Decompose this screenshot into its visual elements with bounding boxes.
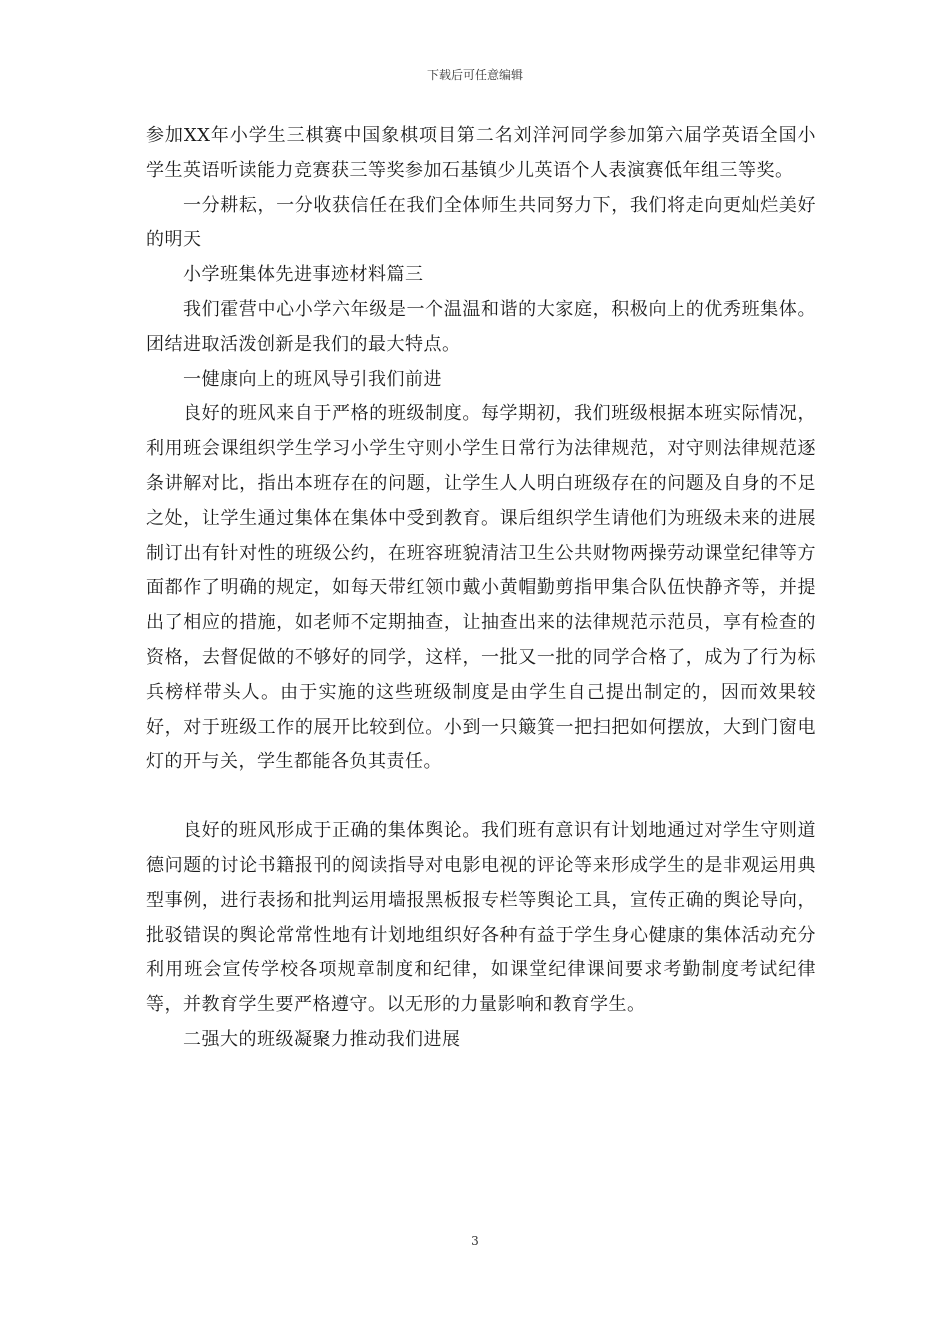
document-body (146, 119, 816, 1058)
section-title: 小学班集体先进事迹材料篇三 (183, 264, 424, 286)
subheading-one: 一健康向上的班风导引我们前进 (183, 368, 442, 390)
page-number: 3 (471, 1234, 479, 1248)
paragraph-gap (146, 780, 816, 814)
paragraph-awards: 参加XX年小学生三棋赛中国象棋项目第二名刘洋河同学参加第六届学英语全国小学生英语听读能力竞赛获三等奖参加石基镇少儿英语个人表演赛低年组三等奖。 (146, 125, 816, 181)
page-header: 下载后可任意编辑 (426, 68, 523, 82)
paragraph-intro: 我们霍营中心小学六年级是一个温温和谐的大家庭，积极向上的优秀班集体。团结进取活泼创新是我们的最大特点。 (146, 298, 816, 355)
paragraph-conclusion: 一分耕耘，一分收获信任在我们全体师生共同努力下，我们将走向更灿烂美好的明天 (146, 194, 816, 251)
subheading-two: 二强大的班级凝聚力推动我们进展 (183, 1028, 461, 1050)
paragraph-public-opinion: 良好的班风形成于正确的集体舆论。我们班有意识有计划地通过对学生守则道德问题的讨论书籍报刊的阅读指导对电影电视的评论等来形成学生的是非观运用典型事例，进行表扬和批判运用墙报黑板报专栏等舆论工具，宣传正确的舆论导向，批驳错误的舆论常常性地有计划地组织好各种有益于学生身心健康的集体活动充分利用班会宣传学校各项规章制度和纪律，如课堂纪律课间要求考勤制度考试纪律等，并教育学生要严格遵守。以无形的力量影响和教育学生。 (146, 820, 816, 1016)
paragraph-class-rules: 良好的班风来自于严格的班级制度。每学期初，我们班级根据本班实际情况，利用班会课组织学生学习小学生守则小学生日常行为法律规范，对守则法律规范逐条讲解对比，指出本班存在的问题，让学生人人明白班级存在的问题及自身的不足之处，让学生通过集体在集体中受到教育。课后组织学生请他们为班级未来的进展制订出有针对性的班级公约，在班容班貌清洁卫生公共财物两操劳动课堂纪律等方面都作了明确的规定，如每天带红领巾戴小黄帽勤剪指甲集合队伍快静齐等，并提出了相应的措施，如老师不定期抽查，让抽查出来的法律规范示范员，享有检查的资格，去督促做的不够好的同学，这样，一批又一批的同学合格了，成为了行为标兵榜样带头人。由于实施的这些班级制度是由学生自己提出制定的，因而效果较好，对于班级工作的展开比较到位。小到一只簸箕一把扫把如何摆放，大到门窗电灯的开与关，学生都能各负其责任。 (146, 403, 816, 773)
